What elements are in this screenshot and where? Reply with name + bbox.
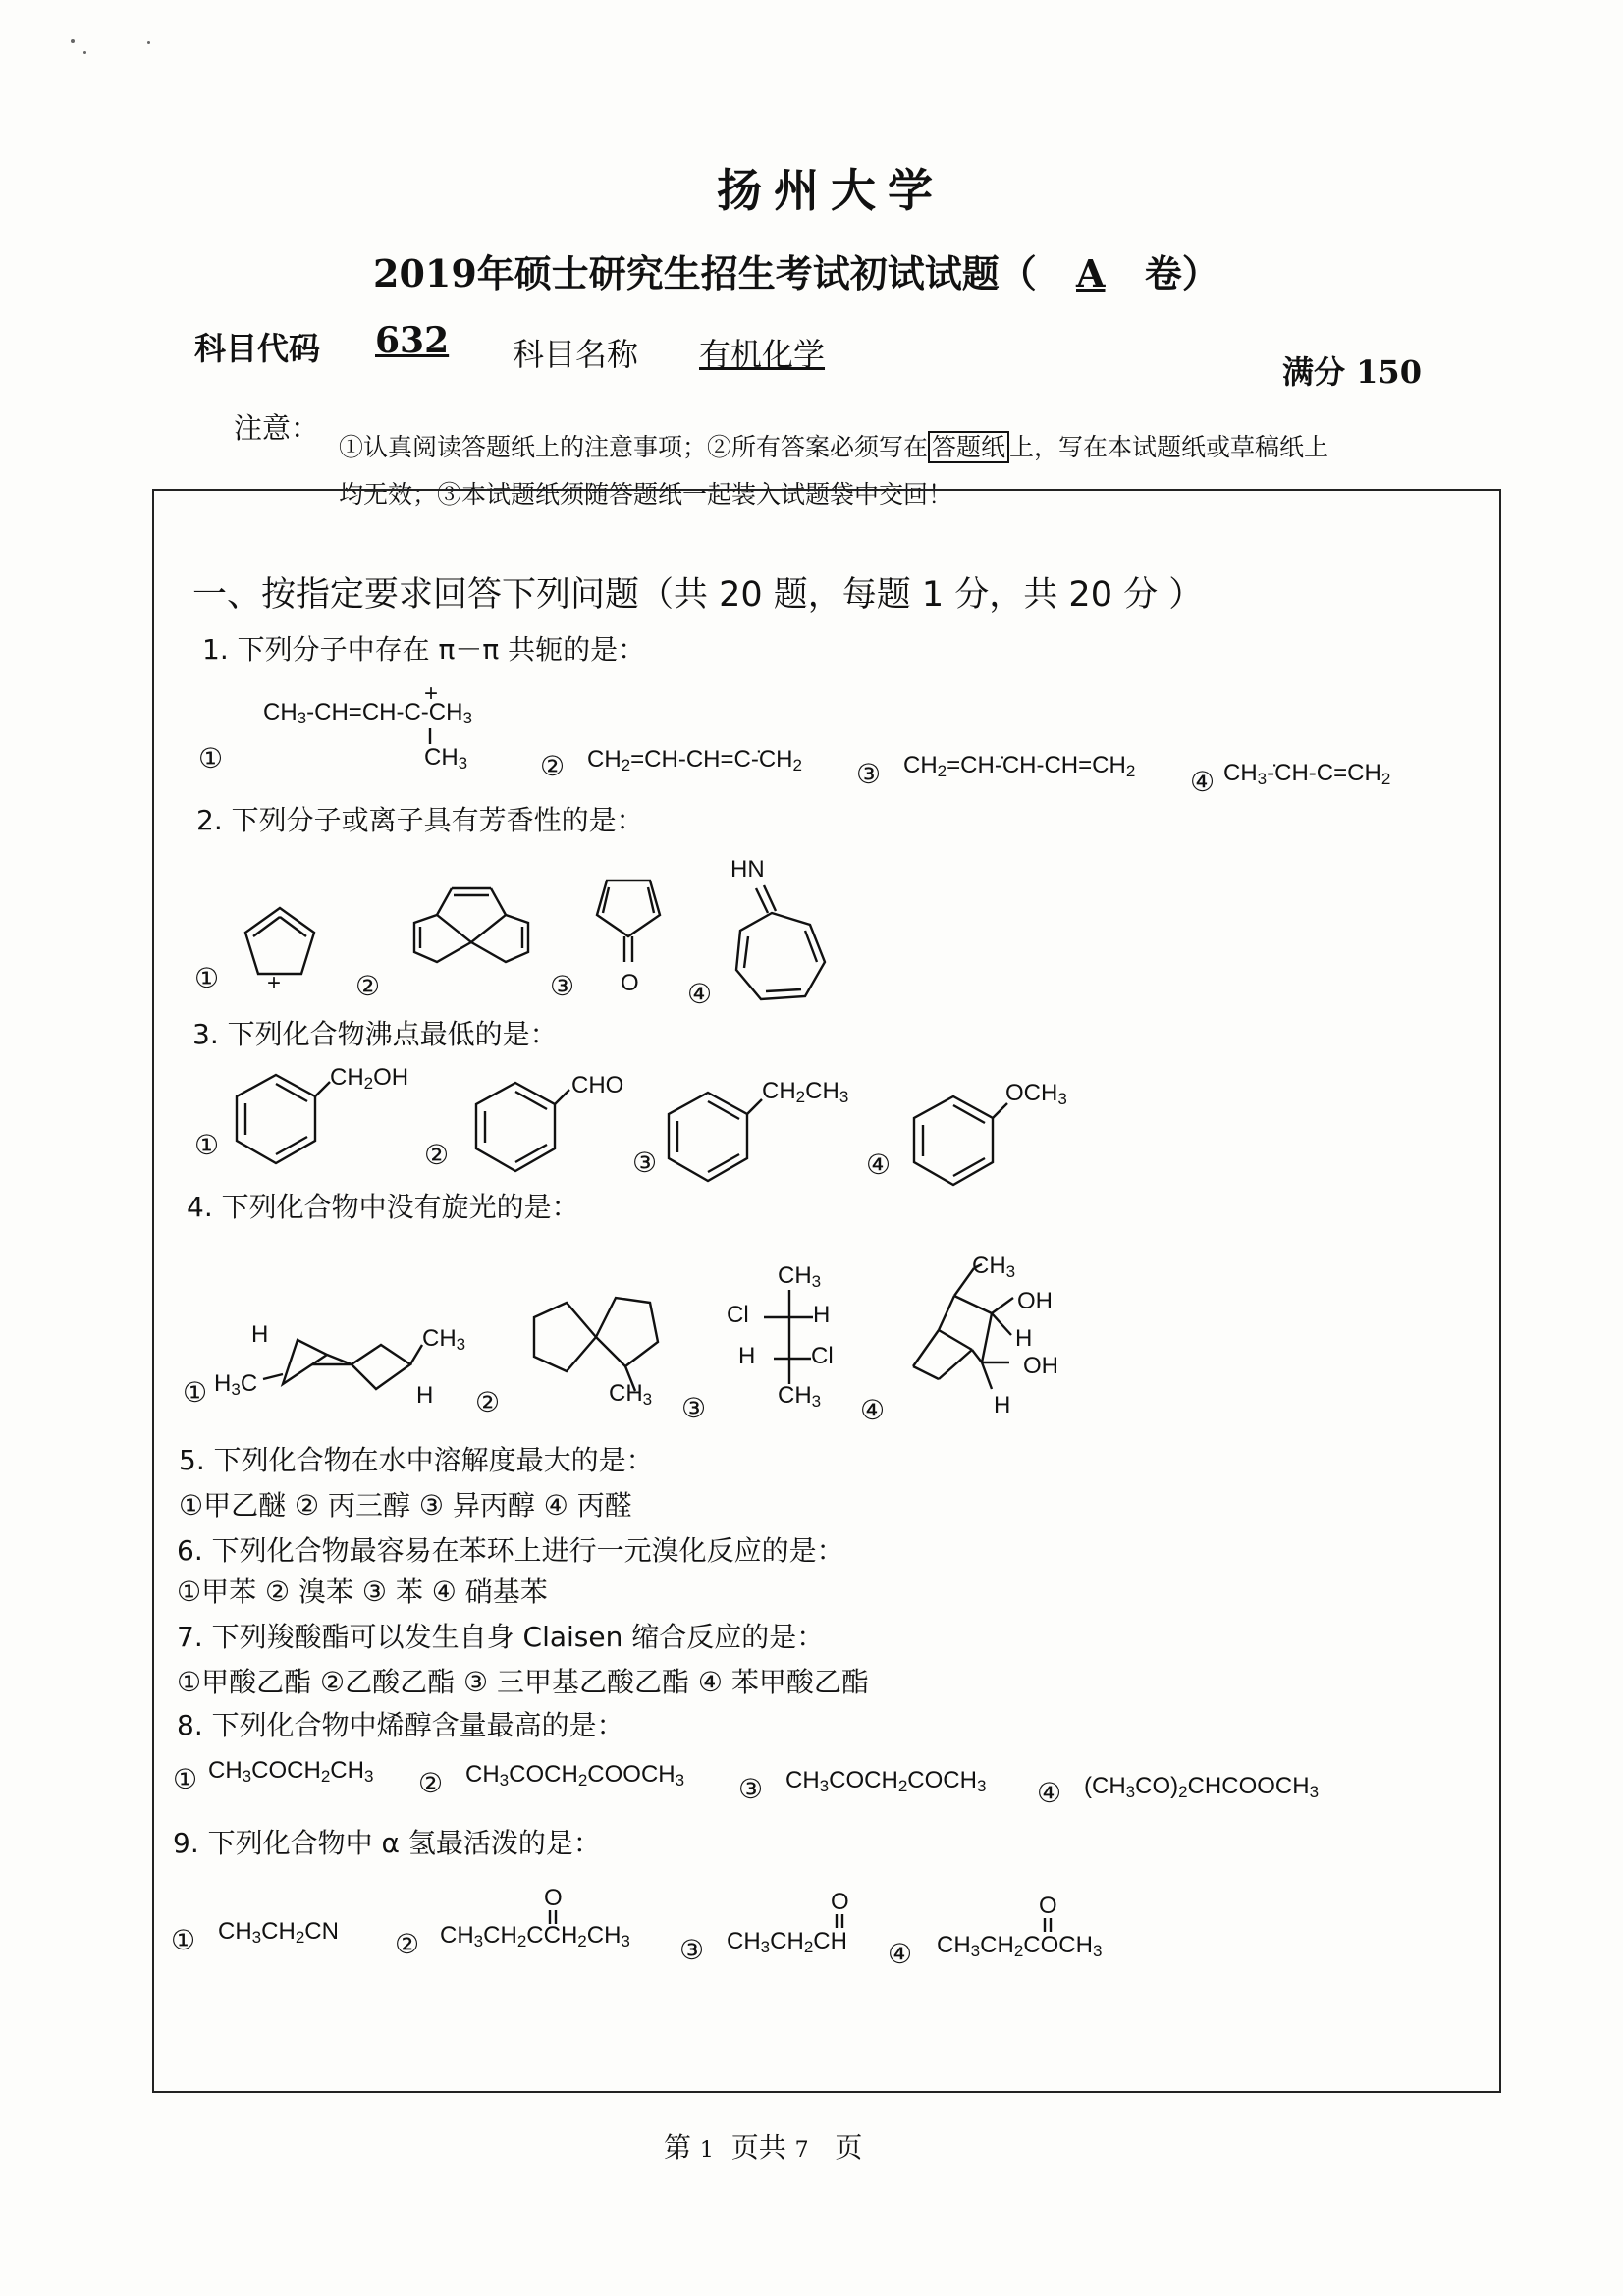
q4-1-h-bottom: H bbox=[416, 1382, 434, 1409]
q1-opt1-formula: $CH_3-CH=CH-C-CH_3$ bbox=[263, 699, 472, 727]
scan-speck bbox=[147, 41, 150, 44]
q2-oxygen: O bbox=[621, 970, 639, 996]
q8-opt1-formula: $CH_3COCH_2CH_3$ bbox=[208, 1757, 374, 1786]
q8-opt2-formula: $CH_3COCH_2COOCH_3$ bbox=[465, 1761, 685, 1789]
q9-marker-2: ② bbox=[395, 1928, 420, 1960]
q9-opt2-formula: $CH_3CH_2CCH_2CH_3$ bbox=[440, 1922, 630, 1950]
q5-options: ①甲乙醚 ② 丙三醇 ③ 异丙醇 ④ 丙醛 bbox=[179, 1489, 632, 1522]
exam-title-end: 卷） bbox=[1144, 251, 1219, 295]
q4-3-cl-right: Cl bbox=[811, 1343, 834, 1369]
q8-marker-2: ② bbox=[418, 1767, 444, 1799]
q2-marker-4: ④ bbox=[687, 978, 713, 1010]
q4-3-ch3-top: $CH_3$ bbox=[778, 1262, 822, 1291]
q9-marker-1: ① bbox=[171, 1924, 196, 1956]
q9-marker-3: ③ bbox=[679, 1934, 705, 1966]
q8-opt4-formula: $(CH_3CO)_2CHCOOCH_3$ bbox=[1084, 1773, 1320, 1801]
q1-marker-1: ① bbox=[198, 742, 224, 774]
university-title: 扬州大学 bbox=[717, 164, 945, 217]
exam-title-text: 2019年硕士研究生招生考试初试试题（ bbox=[373, 251, 1037, 295]
q8-marker-4: ④ bbox=[1037, 1777, 1062, 1809]
question-2: 2. 下列分子或离子具有芳香性的是： bbox=[196, 804, 644, 836]
q9-opt4-formula: $CH_3CH_2COCH_3$ bbox=[937, 1932, 1103, 1960]
q1-opt1-plus: + bbox=[424, 680, 439, 707]
footer-page: 1 bbox=[699, 2138, 714, 2163]
footer-total: 7 bbox=[794, 2138, 809, 2163]
q3-opt2-formula: CHO bbox=[571, 1072, 624, 1098]
q4-1-h3c: $H_3C$ bbox=[214, 1370, 258, 1399]
q4-spiroheptane bbox=[263, 1335, 430, 1394]
footer-mid: 页共 bbox=[730, 2131, 786, 2163]
q4-1-h-top: H bbox=[251, 1321, 269, 1348]
question-3: 3. 下列化合物沸点最低的是： bbox=[192, 1018, 558, 1050]
paper-version: A bbox=[1076, 251, 1106, 295]
q7-options: ①甲酸乙酯 ②乙酸乙酯 ③ 三甲基乙酸乙酯 ④ 苯甲酸乙酯 bbox=[177, 1666, 869, 1698]
q9-marker-4: ④ bbox=[888, 1938, 913, 1970]
q3-marker-2: ② bbox=[424, 1139, 450, 1171]
q2-hn: HN bbox=[730, 856, 765, 882]
q9-opt4-carbonyl bbox=[1043, 1918, 1053, 1932]
q4-fischer-projection bbox=[752, 1290, 821, 1384]
notice-line1 bbox=[339, 428, 1328, 463]
subject-code: 632 bbox=[375, 320, 450, 361]
q2-marker-1: ① bbox=[194, 962, 220, 994]
subject-name: 有机化学 bbox=[699, 336, 826, 373]
q8-marker-3: ③ bbox=[738, 1773, 764, 1805]
q9-opt3-carbonyl bbox=[835, 1914, 844, 1928]
q4-marker-3: ③ bbox=[681, 1392, 707, 1424]
q3-opt3-formula: $CH_2CH_3$ bbox=[762, 1078, 849, 1106]
q4-3-h-left: H bbox=[738, 1343, 756, 1369]
notice-text-b: 上，写在本试题纸或草稿纸上 bbox=[1009, 433, 1329, 461]
question-4: 4. 下列化合物中没有旋光的是： bbox=[187, 1191, 579, 1223]
q1-opt3-formula: $CH_2=CH-̇CH-CH=CH_2$ bbox=[903, 752, 1136, 780]
q2-tricyclic-triene bbox=[403, 883, 540, 991]
q4-marker-4: ④ bbox=[860, 1394, 886, 1426]
q4-1-ch3: $CH_3$ bbox=[422, 1325, 466, 1354]
section-title: 一、按指定要求回答下列问题（共 20 题，每题 1 分，共 20 分 ） bbox=[192, 575, 1204, 614]
question-7: 7. 下列羧酸酯可以发生自身 Claisen 缩合反应的是： bbox=[177, 1621, 825, 1653]
q3-opt4-formula: $OCH_3$ bbox=[1005, 1080, 1067, 1108]
question-9: 9. 下列化合物中 α 氢最活泼的是： bbox=[173, 1827, 601, 1859]
q4-4-ch3: $CH_3$ bbox=[972, 1253, 1016, 1281]
q3-marker-1: ① bbox=[194, 1129, 220, 1161]
subject-name-label: 科目名称 bbox=[513, 336, 639, 373]
full-score-label: 满分 bbox=[1282, 353, 1346, 391]
q3-marker-3: ③ bbox=[632, 1147, 658, 1179]
footer-end: 页 bbox=[835, 2131, 863, 2163]
q2-marker-3: ③ bbox=[550, 970, 575, 1002]
question-8: 8. 下列化合物中烯醇含量最高的是： bbox=[177, 1709, 624, 1741]
q4-4-oh-top: OH bbox=[1017, 1288, 1053, 1314]
q9-opt4-oxygen: O bbox=[1039, 1893, 1057, 1919]
q3-benzene-1 bbox=[232, 1070, 320, 1168]
scan-speck bbox=[83, 51, 86, 54]
q2-plus: + bbox=[267, 970, 282, 996]
q2-tropone-imine bbox=[727, 883, 835, 1011]
full-score-value: 150 bbox=[1356, 353, 1422, 391]
question-5: 5. 下列化合物在水中溶解度最大的是： bbox=[179, 1444, 654, 1476]
q1-opt2-formula: $CH_2=CH-CH=C-̇CH_2$ bbox=[587, 746, 802, 774]
q4-marker-2: ② bbox=[475, 1386, 501, 1418]
q9-opt2-oxygen: O bbox=[544, 1885, 563, 1911]
q1-marker-4: ④ bbox=[1190, 766, 1216, 798]
q4-3-ch3-bottom: $CH_3$ bbox=[778, 1382, 822, 1411]
q1-opt1-bond bbox=[428, 728, 432, 744]
q3-marker-4: ④ bbox=[866, 1148, 892, 1181]
q1-opt1-methyl: $CH_3$ bbox=[424, 744, 468, 773]
question-6: 6. 下列化合物最容易在苯环上进行一元溴化反应的是： bbox=[177, 1534, 844, 1567]
q9-opt3-formula: $CH_3CH_2CH$ bbox=[727, 1928, 847, 1956]
q2-marker-2: ② bbox=[355, 970, 381, 1002]
question-1: 1. 下列分子中存在 π－π 共轭的是： bbox=[202, 633, 646, 666]
q4-3-cl-left: Cl bbox=[727, 1302, 749, 1328]
page-footer bbox=[664, 2126, 862, 2165]
q4-4-h-bottom: H bbox=[994, 1392, 1011, 1418]
q4-4-oh-bottom: OH bbox=[1023, 1353, 1058, 1379]
q8-opt3-formula: $CH_3COCH_2COCH_3$ bbox=[785, 1767, 987, 1795]
q1-marker-3: ③ bbox=[856, 758, 882, 790]
q2-cyclopentadienone bbox=[589, 876, 668, 974]
q4-norbornane-diol bbox=[903, 1256, 1031, 1404]
q3-benzene-4 bbox=[909, 1092, 998, 1190]
answer-sheet-box: 答题纸 bbox=[928, 431, 1009, 463]
q9-opt3-oxygen: O bbox=[831, 1889, 849, 1915]
scan-speck bbox=[71, 39, 75, 43]
q1-opt4-formula: $CH_3-̇CH-C=CH_2$ bbox=[1223, 760, 1391, 788]
q4-4-h-mid: H bbox=[1015, 1325, 1033, 1352]
q3-opt1-formula: $CH_2OH$ bbox=[330, 1064, 409, 1093]
q3-benzene-2 bbox=[471, 1078, 560, 1176]
q4-marker-1: ① bbox=[183, 1376, 208, 1409]
notice-label: 注意： bbox=[234, 411, 320, 445]
q6-options: ①甲苯 ② 溴苯 ③ 苯 ④ 硝基苯 bbox=[177, 1575, 548, 1608]
full-score bbox=[1282, 347, 1422, 393]
q1-marker-2: ② bbox=[540, 750, 566, 782]
q4-2-ch3: $CH_3$ bbox=[609, 1380, 653, 1409]
footer-label: 第 bbox=[664, 2131, 692, 2163]
q8-marker-1: ① bbox=[173, 1763, 198, 1795]
q4-3-h-right: H bbox=[813, 1302, 831, 1328]
notice-text-a: ①认真阅读答题纸上的注意事项；②所有答案必须写在 bbox=[339, 433, 929, 461]
notice-line2: 均无效；③本试题纸须随答题纸一起装入试题袋中交回！ bbox=[339, 480, 953, 508]
subject-code-label: 科目代码 bbox=[194, 330, 321, 367]
q9-opt1-formula: $CH_3CH_2CN$ bbox=[218, 1918, 339, 1947]
q3-benzene-3 bbox=[664, 1088, 752, 1186]
exam-title bbox=[373, 243, 1219, 297]
